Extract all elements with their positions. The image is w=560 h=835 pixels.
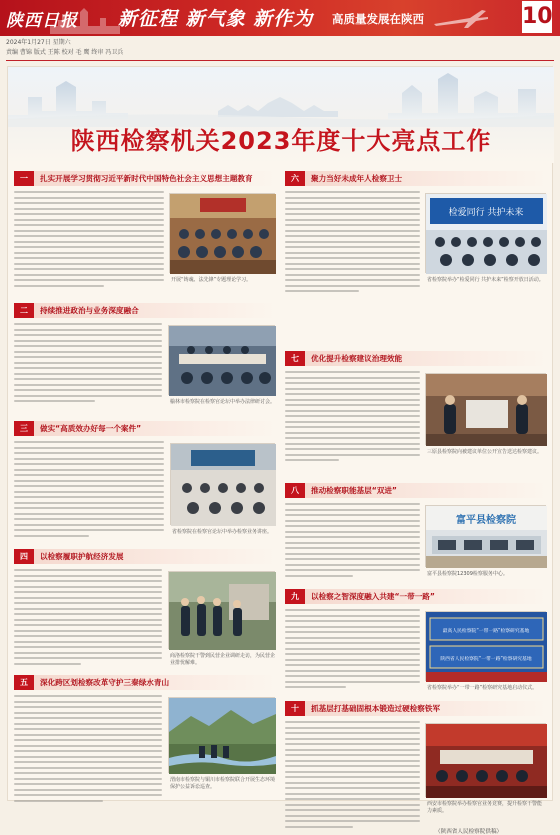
section-title: 做实“高质效办好每一个案件”: [34, 421, 277, 436]
section-photo: [168, 325, 275, 395]
section-header: [285, 483, 548, 498]
section-title: 推动检察职能基层“双进”: [305, 483, 548, 498]
section-header: [14, 421, 277, 436]
photo-caption: 渭南市检察院与铜川市检察院联合开展生态环境保护公益诉讼巡查。: [170, 777, 276, 790]
section-photo: [425, 505, 546, 567]
section-3: [14, 421, 277, 541]
section-title: 持续推进政治与业务深度融合: [34, 303, 277, 318]
section-7: [285, 351, 548, 469]
article-text: [14, 441, 164, 540]
photo-caption: 省检察院在检察官论坛中举办检察业务讲座。: [172, 529, 273, 535]
section-title: 优化提升检察建议治理效能: [305, 351, 548, 366]
section-9: [285, 589, 548, 693]
poster: [7, 66, 553, 835]
section-photo: [168, 697, 275, 773]
section-number: 八: [285, 483, 305, 498]
article-text: [14, 323, 162, 406]
photo-caption: 省检察院举办“一带一路”检察研究基地启动仪式。: [427, 685, 538, 691]
sign-text: 最高人民检察院“一带一路”检察研究基地: [442, 629, 530, 634]
photo-caption: 省检察院举办“检爱同行 共护未来”检察开放日活动。: [427, 277, 544, 283]
edition-editors: 责编 曹锦 版式 王陈 校对 毛 鹰 终审 冯卫兵: [6, 49, 124, 56]
section-number: 三: [14, 421, 34, 436]
photo-caption: 商洛检察院干警到民营企业调研走访，为民营企业排忧解难。: [170, 653, 276, 666]
section-photo: [168, 571, 275, 649]
article-text: [14, 191, 164, 290]
section-photo: [425, 611, 546, 681]
section-header: [285, 589, 548, 604]
section-5: [14, 675, 277, 800]
section-1: [14, 171, 277, 299]
section-header: [14, 549, 277, 564]
section-2: [14, 303, 277, 415]
article-text: [285, 609, 420, 692]
section-number: 四: [14, 549, 34, 564]
section-number: 六: [285, 171, 305, 186]
section-title: 抓基层打基础固根本锻造过硬检察铁军: [305, 701, 548, 716]
hero-banner: [8, 67, 554, 163]
article-text: [14, 569, 162, 668]
section-title: 聚力当好未成年人检察卫士: [305, 171, 548, 186]
article-text: [285, 371, 420, 465]
section-number: 七: [285, 351, 305, 366]
section-header: [14, 171, 277, 186]
section-title: 以检察履职护航经济发展: [34, 549, 277, 564]
article-text: [285, 191, 420, 296]
section-header: [285, 701, 548, 716]
photo-caption: 榆林市检察院在检察官论坛中举办法律研讨会。: [170, 399, 276, 405]
article-text: [14, 695, 162, 805]
banner-text: 检爱同行 共护未来: [448, 208, 524, 218]
section-number: 九: [285, 589, 305, 604]
section-number: 五: [14, 675, 34, 690]
section-number: 二: [14, 303, 34, 318]
masthead-slogan: 新征程 新气象 新作为: [118, 8, 314, 30]
masthead-rule: [6, 60, 554, 61]
section-header: [14, 303, 277, 318]
section-4: [14, 549, 277, 667]
masthead-theme: 高质量发展在陕西: [332, 12, 424, 26]
article-text: [285, 721, 420, 831]
page-number: 10: [522, 1, 552, 33]
section-number: 一: [14, 171, 34, 186]
edition-date: 2024年1月27日 星期六: [6, 39, 71, 46]
pagoda-skyline-icon: [50, 4, 120, 34]
section-10: [285, 701, 548, 819]
section-title: 以检察之智深度融入共建“一带一路”: [305, 589, 548, 604]
edition-info: [6, 38, 554, 60]
section-title: 深化跨区划检察改革守护三秦绿水青山: [34, 675, 277, 690]
source-credit: （陕西省人民检察院供稿）: [435, 829, 503, 835]
section-photo: [170, 443, 275, 525]
section-title: 扎实开展学习贯彻习近平新时代中国特色社会主义思想主题教育: [34, 171, 277, 186]
photo-caption: 开展“铸魂、法先锋”专题理论学习。: [171, 277, 252, 283]
section-photo: [425, 373, 546, 445]
section-header: [285, 171, 548, 186]
section-number: 十: [285, 701, 305, 716]
page-headline: 陕西检察机关2023年度十大亮点工作: [70, 127, 492, 155]
article-text: [285, 503, 420, 580]
airplane-icon: [430, 6, 490, 32]
section-photo: [425, 193, 546, 273]
banner-text: 富平县检察院: [456, 515, 516, 526]
photo-caption: 三原县检察院向被建议单位公开宣告送达检察建议。: [427, 449, 543, 455]
section-header: [14, 675, 277, 690]
section-6: [285, 171, 548, 295]
sign-text: 陕西省人民检察院“一带一路”检察研究基地: [440, 657, 532, 662]
section-photo: [169, 193, 275, 273]
section-photo: [425, 723, 546, 797]
photo-caption: 西安市检察院举办检察官业务竞赛，提升检察干警能力素质。: [427, 801, 543, 814]
masthead: [0, 0, 560, 36]
photo-caption: 富平县检察院12309检察服务中心。: [427, 571, 508, 577]
section-header: [285, 351, 548, 366]
section-8: [285, 483, 548, 581]
newspaper-logo: 陕西日报: [6, 11, 78, 31]
